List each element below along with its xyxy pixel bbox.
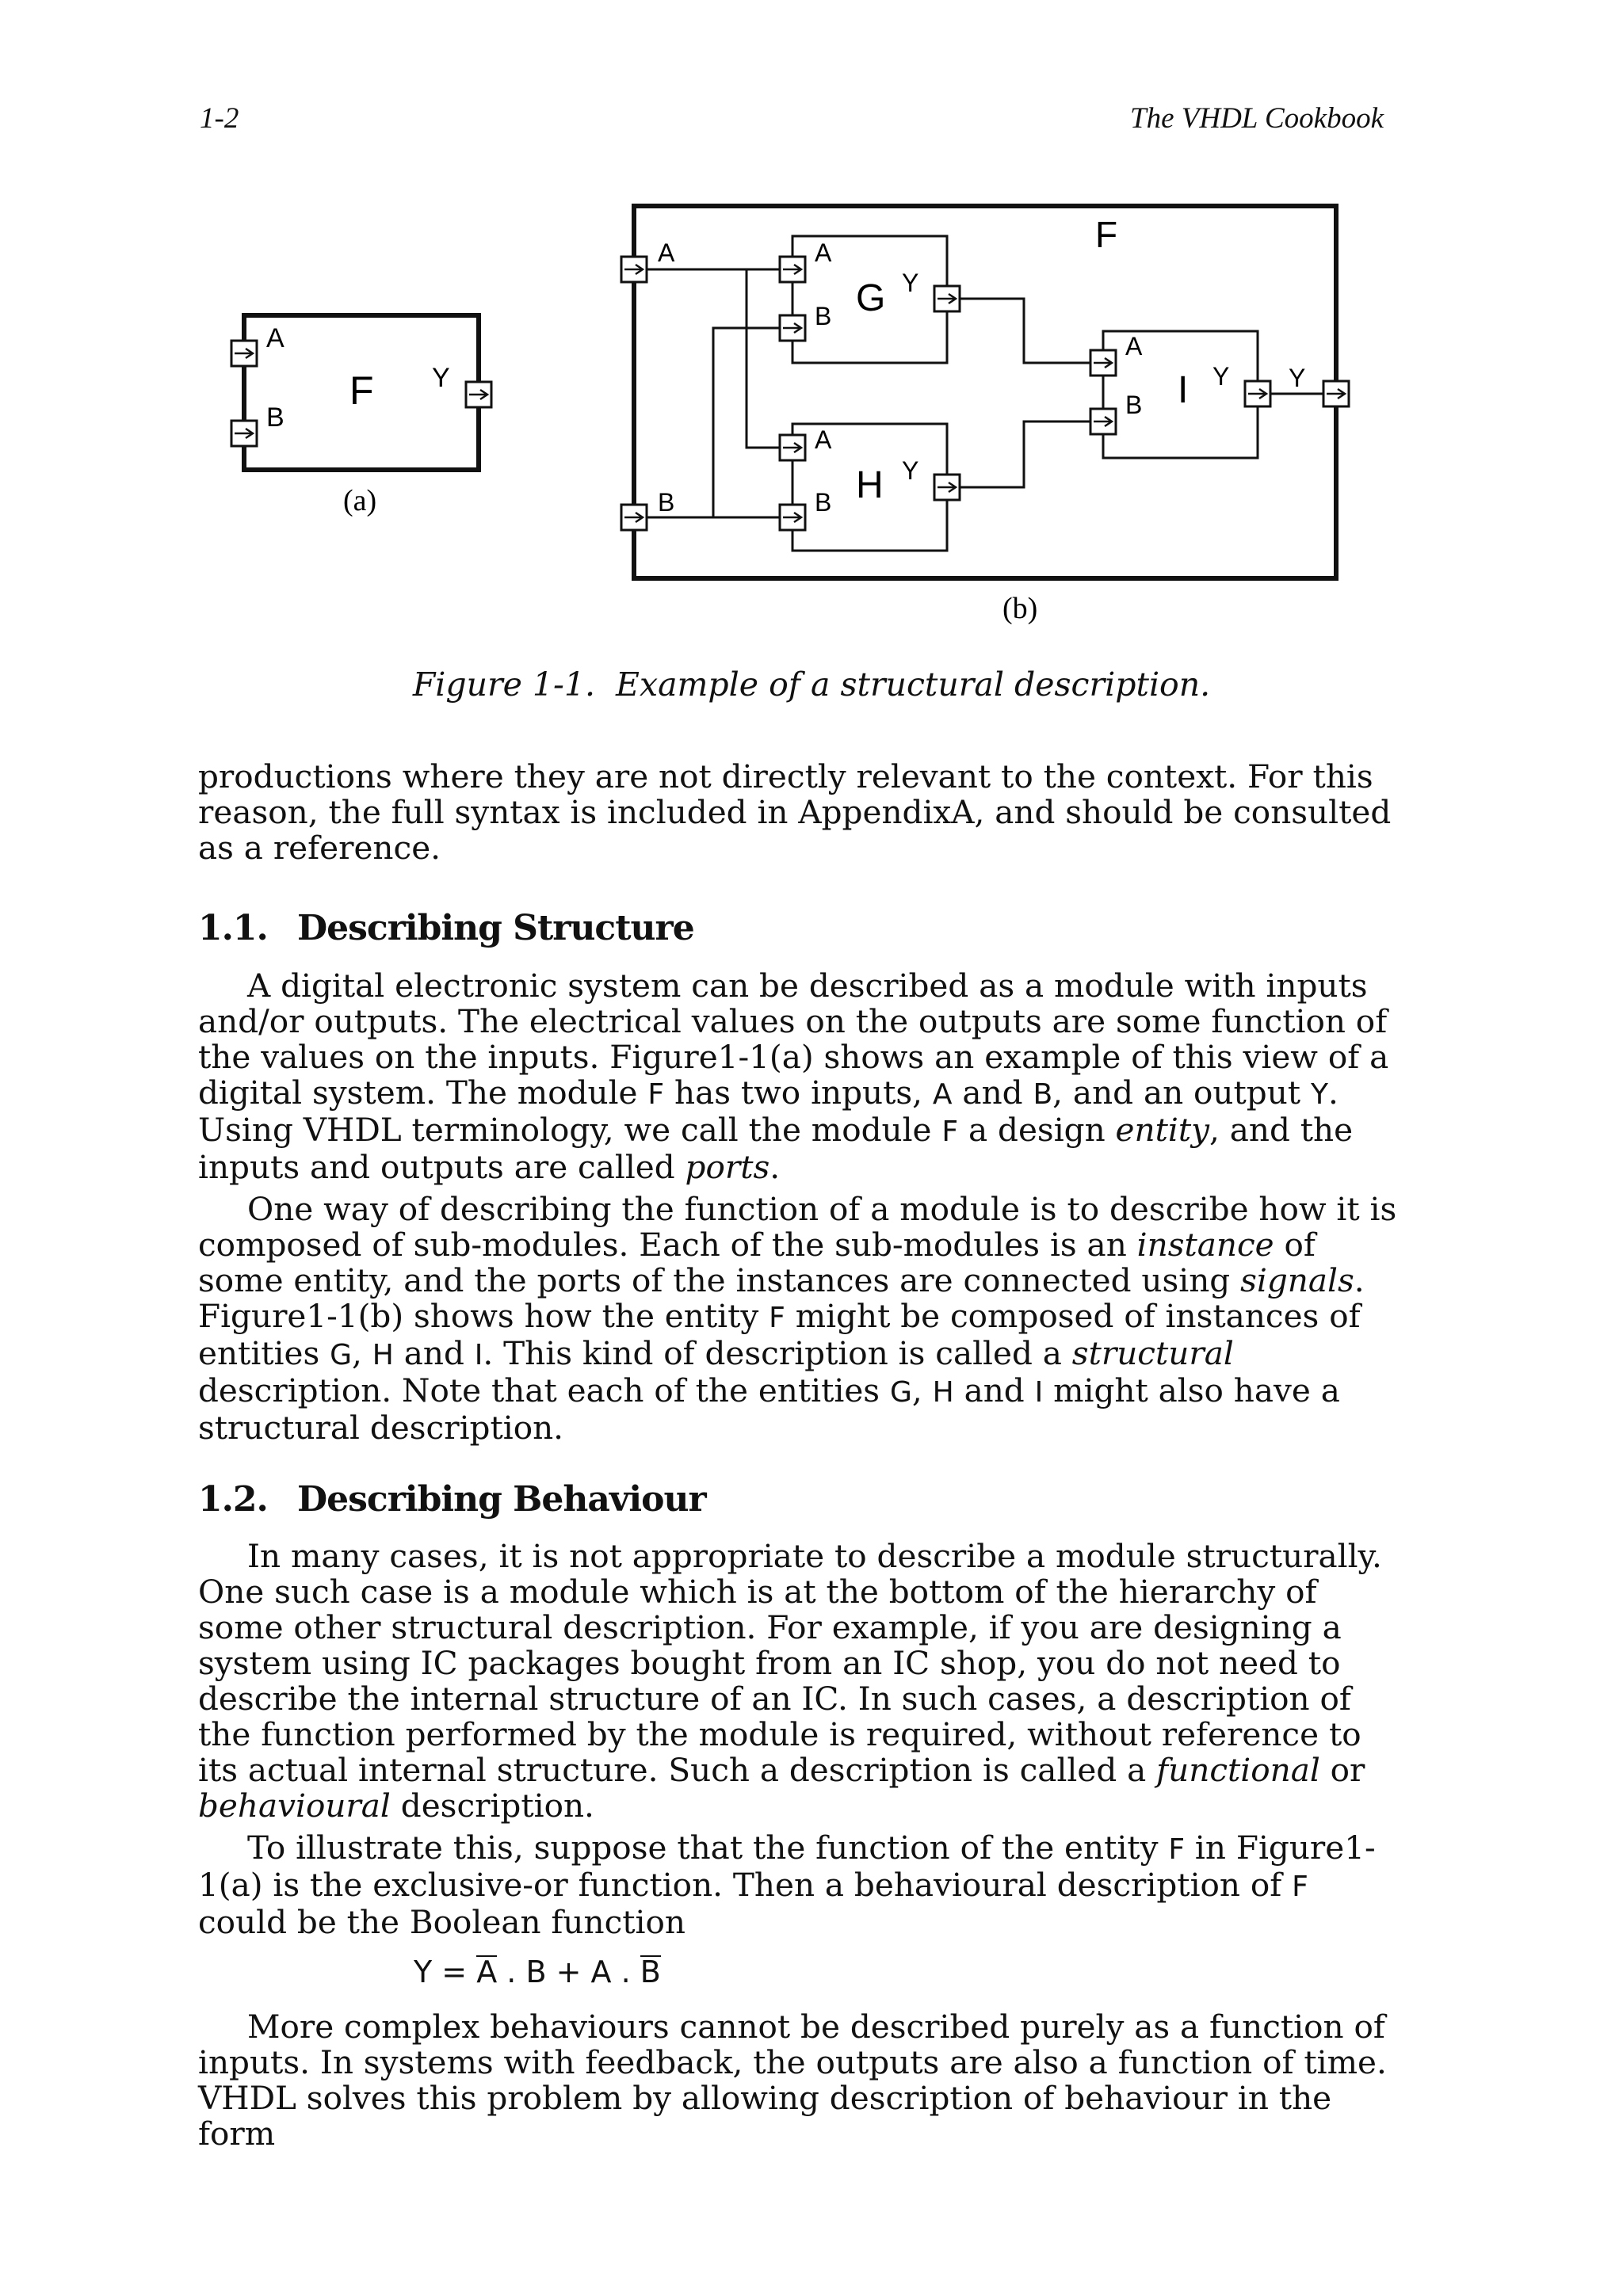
panel-a-entity-name: F: [349, 368, 374, 413]
panel-b-label: (b): [1002, 592, 1038, 625]
panel-a-port-y: Y: [432, 363, 450, 393]
paragraph: [198, 1830, 1403, 1940]
text-run: . This kind of description is called a: [483, 1334, 1072, 1372]
intro-line: productions where they are not directly relevant to the context. For this: [198, 757, 1373, 795]
code-token: A: [932, 1078, 953, 1111]
paragraph: More complex behaviours cannot be described purely as a function of inputs. In systems with feedback, the outputs are also a function of time. VHDL solves this problem by allowing description of behaviour in the form: [198, 2008, 1387, 2153]
text-run: and: [953, 1371, 1035, 1409]
equation-operator: =: [432, 1955, 477, 1989]
instance-i-port-y: Y: [1212, 362, 1230, 391]
section-number: 1.2.: [198, 1479, 268, 1520]
instance-i-name: I: [1178, 369, 1189, 411]
text-run: of some entity, and the ports of the instances are connected using: [198, 1226, 1316, 1299]
text-run: . Figure1-1(b) shows how the entity: [198, 1261, 1365, 1335]
text-run: ,: [911, 1371, 933, 1409]
panel-b-outer-entity-name: F: [1095, 214, 1118, 255]
equation-operator: .: [497, 1955, 526, 1989]
code-token: I: [1034, 1376, 1044, 1409]
text-run: description.: [390, 1787, 594, 1825]
panel-a-label: (a): [343, 484, 377, 517]
instance-h-port-b: B: [815, 488, 832, 517]
section-title: Describing Behaviour: [297, 1479, 706, 1520]
panel-b-outer-port-y: Y: [1289, 364, 1306, 392]
emphasis: ports: [685, 1148, 770, 1186]
instance-g-port-a: A: [815, 238, 832, 267]
text-run: has two inputs,: [664, 1074, 933, 1112]
text-run: ,: [352, 1334, 372, 1372]
text-run: a design: [958, 1111, 1116, 1149]
closing-paragraph: [198, 2009, 1403, 2152]
emphasis: functional: [1156, 1751, 1320, 1789]
section-number: 1.1.: [198, 908, 268, 948]
code-token: G: [889, 1376, 912, 1409]
text-run: To illustrate this, suppose that the function of the entity: [247, 1829, 1169, 1867]
panel-b: [621, 206, 1349, 625]
panel-a-port-a: A: [266, 323, 285, 353]
emphasis: signals: [1240, 1261, 1354, 1299]
boolean-equation: [414, 1955, 661, 1989]
panel-a: [231, 315, 491, 517]
text-run: In many cases, it is not appropriate to describe a module structurally. One such case is a module which is at the bottom of the hierarchy of some other structural description. For example, if you are designing a system using IC packages bought from an IC shop, you do not need to describe the internal structure of an IC. In such cases, a description of the function performed by the module is required, without reference to its actual internal structure. Such a description is called a: [198, 1537, 1382, 1789]
equation-term-negated: A: [476, 1955, 498, 1989]
equation-operator: .: [611, 1955, 640, 1989]
code-token: I: [474, 1339, 483, 1371]
equation-operator: +: [546, 1955, 591, 1989]
instance-g-port-y: Y: [902, 269, 919, 297]
instance-i-port-b: B: [1125, 391, 1143, 419]
intro-paragraph: [198, 759, 1403, 866]
equation-term: Y: [414, 1955, 433, 1989]
text-run: . Using VHDL terminology, we call the module: [198, 1074, 1338, 1149]
instance-h-port-y: Y: [902, 456, 919, 485]
emphasis: instance: [1136, 1226, 1274, 1264]
code-token: G: [330, 1339, 353, 1371]
equation-term: A: [590, 1955, 612, 1989]
section-title: Describing Structure: [297, 908, 694, 948]
paragraph: [198, 968, 1403, 1185]
text-run: might also have a structural description.: [198, 1371, 1340, 1447]
text-run: or: [1319, 1751, 1365, 1789]
code-token: F: [769, 1302, 785, 1334]
equation-term-negated: B: [640, 1955, 661, 1989]
instance-g-name: G: [856, 277, 886, 319]
instance-g-port-b: B: [815, 302, 832, 330]
paragraph: [198, 1539, 1403, 1824]
intro-line: reason, the full syntax is included in AppendixA, and should be consulted: [198, 793, 1392, 831]
code-token: F: [1292, 1871, 1308, 1903]
running-title: The VHDL Cookbook: [1130, 102, 1384, 135]
text-run: might be composed of instances of entities: [198, 1297, 1361, 1372]
emphasis: entity: [1115, 1111, 1209, 1149]
code-token: H: [932, 1376, 954, 1409]
section-heading-1-1: [198, 908, 694, 948]
panel-b-outer-port-a: A: [658, 238, 675, 267]
signal-wires: [647, 269, 1323, 517]
section-1-1-body: [198, 968, 1403, 1446]
instance-i-port-a: A: [1125, 332, 1143, 360]
code-token: H: [372, 1339, 394, 1371]
equation-term: B: [525, 1955, 547, 1989]
text-run: One way of describing the function of a module is to describe how it is composed of sub-modules. Each of the sub-modules is an: [198, 1190, 1397, 1264]
code-token: F: [1168, 1833, 1186, 1866]
section-1-2-body: [198, 1539, 1403, 1940]
paragraph: [198, 1192, 1403, 1446]
figure-structural-description: [0, 0, 1623, 650]
code-token: Y: [1310, 1078, 1328, 1111]
emphasis: structural: [1071, 1334, 1234, 1372]
page-number: 1-2: [200, 102, 239, 135]
text-run: , and the inputs and outputs are called: [198, 1111, 1354, 1186]
panel-b-outer-port-b: B: [658, 488, 675, 517]
figure-caption: Figure 1-1. Example of a structural description.: [412, 666, 1211, 704]
text-run: A digital electronic system can be described as a module with inputs and/or outputs. The electrical values on the outputs are some function of the values on the inputs. Figure1-1(a) shows an example of this view of a digital system. The module: [198, 967, 1389, 1112]
instance-h-name: H: [856, 464, 884, 506]
section-heading-1-2: [198, 1479, 706, 1520]
text-run: in Figure1-1(a) is the exclusive-or function. Then a behavioural description of: [198, 1829, 1376, 1904]
code-token: F: [647, 1078, 665, 1111]
text-run: description. Note that each of the entities: [198, 1371, 890, 1409]
instance-h-port-a: A: [815, 425, 832, 454]
text-run: .: [769, 1148, 781, 1186]
code-token: F: [941, 1116, 959, 1148]
intro-line: as a reference.: [198, 829, 441, 867]
emphasis: behavioural: [198, 1787, 391, 1825]
panel-a-port-b: B: [266, 402, 285, 433]
text-run: and: [952, 1074, 1033, 1112]
text-run: and: [393, 1334, 475, 1372]
text-run: could be the Boolean function: [198, 1903, 685, 1941]
text-run: , and an output: [1052, 1074, 1311, 1112]
code-token: B: [1033, 1078, 1053, 1111]
